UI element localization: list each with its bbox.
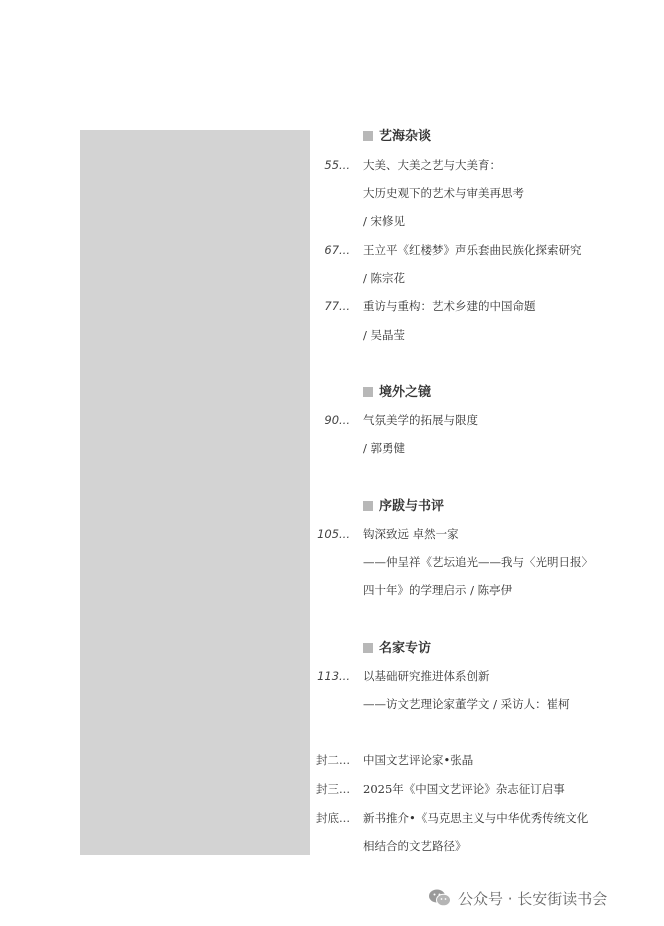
section-heading: 艺海杂谈 bbox=[363, 127, 431, 147]
cover-entry: 2025年《中国文艺评论》杂志征订启事 bbox=[363, 782, 565, 796]
page-number: 67... bbox=[324, 243, 350, 257]
cover-label: 封底... bbox=[316, 811, 350, 825]
watermark bbox=[428, 884, 607, 912]
entry-title: 王立平《红楼梦》声乐套曲民族化探索研究 bbox=[363, 243, 582, 257]
entry-author: / 陈宗花 bbox=[363, 271, 406, 285]
watermark-text: 公众号 · 长安街读书会 bbox=[458, 889, 608, 908]
entry-title-author: 四十年》的学理启示 / 陈亭伊 bbox=[363, 583, 513, 597]
square-bullet-icon bbox=[363, 501, 373, 511]
entry-title: 气氛美学的拓展与限度 bbox=[363, 413, 478, 427]
page-number: 105... bbox=[317, 527, 350, 541]
page-number: 55... bbox=[324, 158, 350, 172]
square-bullet-icon bbox=[363, 387, 373, 397]
section-heading: 名家专访 bbox=[363, 639, 431, 659]
page-number: 90... bbox=[324, 413, 350, 427]
square-bullet-icon bbox=[363, 643, 373, 653]
cover-label: 封三... bbox=[316, 782, 350, 796]
entry-author: / 吴晶莹 bbox=[363, 328, 406, 342]
entry-title: ——仲呈祥《艺坛追光——我与〈光明日报〉 bbox=[363, 555, 593, 569]
page-number: 113... bbox=[317, 669, 350, 683]
entry-title: 钩深致远 卓然一家 bbox=[363, 527, 459, 541]
entry-title: 大历史观下的艺术与审美再思考 bbox=[363, 186, 524, 200]
entry-author: / 宋修见 bbox=[363, 214, 406, 228]
cover-entry: 新书推介•《马克思主义与中华优秀传统文化 bbox=[363, 811, 589, 825]
entry-title: 重访与重构：艺术乡建的中国命题 bbox=[363, 299, 536, 313]
cover-entry: 中国文艺评论家•张晶 bbox=[363, 753, 474, 767]
cover-label: 封二... bbox=[316, 753, 350, 767]
wechat-icon bbox=[428, 888, 452, 908]
page-number: 77... bbox=[324, 299, 350, 313]
square-bullet-icon bbox=[363, 131, 373, 141]
entry-title: 以基础研究推进体系创新 bbox=[363, 669, 490, 683]
entry-title: 大美、大美之艺与大美育： bbox=[363, 158, 501, 172]
cover-entry: 相结合的文艺路径》 bbox=[363, 839, 467, 853]
entry-title-author: ——访文艺理论家董学文 / 采访人：崔柯 bbox=[363, 697, 570, 711]
section-heading: 序跋与书评 bbox=[363, 497, 444, 517]
section-heading: 境外之镜 bbox=[363, 383, 431, 403]
entry-author: / 郭勇健 bbox=[363, 441, 406, 455]
